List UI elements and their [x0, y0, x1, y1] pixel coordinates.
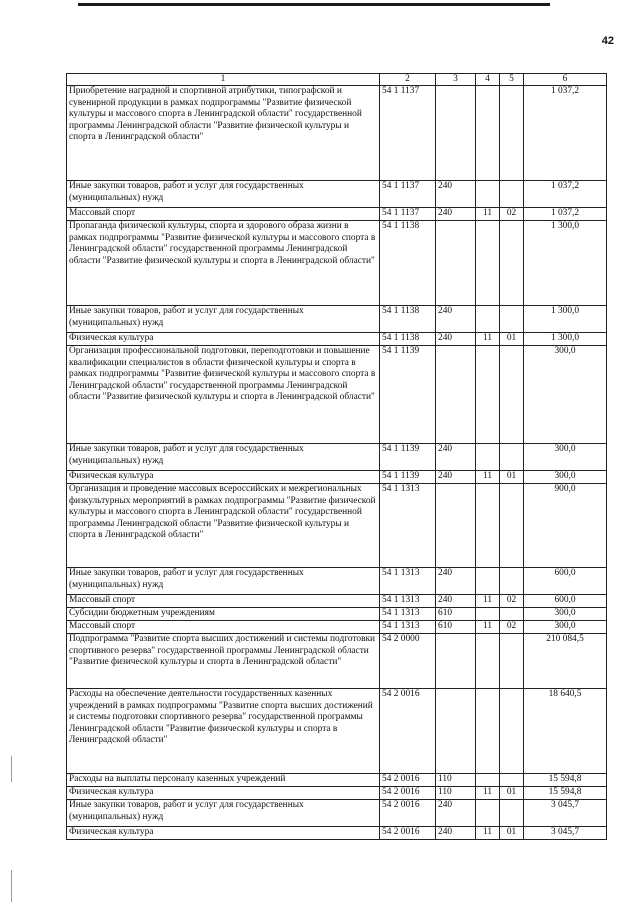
row-name: Иные закупки товаров, работ и услуг для государственных (муниципальных) нужд — [67, 306, 380, 333]
table-row — [67, 595, 607, 608]
row-section — [476, 774, 500, 787]
row-expense-type — [436, 346, 476, 444]
row-subsection — [500, 86, 524, 181]
table-row — [67, 221, 607, 306]
table-row — [67, 689, 607, 774]
page-number: 42 — [601, 35, 614, 47]
row-target-code: 54 1 1313 — [380, 608, 436, 621]
table-row — [67, 787, 607, 800]
table-row — [67, 181, 607, 208]
row-subsection — [500, 221, 524, 306]
row-section — [476, 568, 500, 595]
row-expense-type: 240 — [436, 181, 476, 208]
row-subsection: 02 — [500, 595, 524, 608]
row-section: 11 — [476, 827, 500, 840]
row-target-code: 54 1 1313 — [380, 484, 436, 568]
table-row — [67, 346, 607, 444]
row-expense-type: 240 — [436, 333, 476, 346]
row-name: Иные закупки товаров, работ и услуг для государственных (муниципальных) нужд — [67, 800, 380, 827]
row-name: Массовый спорт — [67, 595, 380, 608]
row-expense-type: 610 — [436, 608, 476, 621]
row-target-code: 54 1 1137 — [380, 208, 436, 221]
scan-artifact-line — [11, 756, 12, 782]
row-expense-type — [436, 689, 476, 774]
table-row — [67, 827, 607, 840]
row-name: Массовый спорт — [67, 208, 380, 221]
row-name: Иные закупки товаров, работ и услуг для государственных (муниципальных) нужд — [67, 568, 380, 595]
header-cell-4: 4 — [476, 74, 500, 86]
row-section — [476, 221, 500, 306]
row-section: 11 — [476, 621, 500, 634]
row-section: 11 — [476, 471, 500, 484]
row-subsection — [500, 800, 524, 827]
row-amount: 210 084,5 — [524, 634, 607, 689]
row-section — [476, 608, 500, 621]
row-name: Иные закупки товаров, работ и услуг для государственных (муниципальных) нужд — [67, 181, 380, 208]
row-name: Подпрограмма "Развитие спорта высших достижений и системы подготовки спортивного резерва" государственной программы Ленинградской области "Развитие физической культуры и спорта в Ленинградской области" — [67, 634, 380, 689]
row-name: Приобретение наградной и спортивной атрибутики, типографской и сувенирной продукции в рамках подпрограммы "Развитие физической культуры и массового спорта в Ленинградской области" государственной программы Ленинградской области "Развитие физической культуры и спорта в Ленинградской области" — [67, 86, 380, 181]
row-expense-type: 110 — [436, 774, 476, 787]
row-target-code: 54 1 1137 — [380, 86, 436, 181]
row-section — [476, 346, 500, 444]
top-rule — [78, 3, 550, 6]
row-target-code: 54 1 1137 — [380, 181, 436, 208]
header-cell-5: 5 — [500, 74, 524, 86]
row-amount: 3 045,7 — [524, 800, 607, 827]
table-row — [67, 484, 607, 568]
row-amount: 18 640,5 — [524, 689, 607, 774]
row-target-code: 54 1 1313 — [380, 595, 436, 608]
row-expense-type — [436, 634, 476, 689]
row-target-code: 54 1 1138 — [380, 333, 436, 346]
row-expense-type: 240 — [436, 471, 476, 484]
table-row — [67, 306, 607, 333]
table-row — [67, 800, 607, 827]
row-subsection — [500, 689, 524, 774]
row-name: Массовый спорт — [67, 621, 380, 634]
header-row — [67, 74, 607, 86]
row-name: Физическая культура — [67, 471, 380, 484]
row-expense-type: 240 — [436, 208, 476, 221]
row-amount: 1 300,0 — [524, 221, 607, 306]
scan-artifact-line — [11, 870, 12, 902]
row-amount: 300,0 — [524, 471, 607, 484]
row-subsection — [500, 306, 524, 333]
row-expense-type: 240 — [436, 827, 476, 840]
table-row — [67, 568, 607, 595]
row-amount: 15 594,8 — [524, 787, 607, 800]
row-amount: 3 045,7 — [524, 827, 607, 840]
row-section — [476, 444, 500, 471]
row-subsection — [500, 634, 524, 689]
row-amount: 1 300,0 — [524, 306, 607, 333]
row-expense-type: 240 — [436, 595, 476, 608]
row-target-code: 54 1 1313 — [380, 568, 436, 595]
row-subsection: 02 — [500, 621, 524, 634]
row-target-code: 54 1 1139 — [380, 346, 436, 444]
row-name: Организация профессиональной подготовки, переподготовки и повышение квалификации специалистов в области физической культуры и спорта в рамках подпрограммы "Развитие физической культуры и массового спорта в Ленинградской области" государственной программы Ленинградской области "Развитие физической культуры и спорта в Ленинградской области" — [67, 346, 380, 444]
row-subsection: 01 — [500, 827, 524, 840]
row-section: 11 — [476, 787, 500, 800]
table-row — [67, 608, 607, 621]
row-section — [476, 306, 500, 333]
row-target-code: 54 2 0016 — [380, 800, 436, 827]
row-amount: 300,0 — [524, 621, 607, 634]
header-cell-3: 3 — [436, 74, 476, 86]
row-expense-type: 240 — [436, 568, 476, 595]
row-name: Иные закупки товаров, работ и услуг для государственных (муниципальных) нужд — [67, 444, 380, 471]
row-amount: 900,0 — [524, 484, 607, 568]
row-target-code: 54 2 0016 — [380, 774, 436, 787]
row-name: Физическая культура — [67, 333, 380, 346]
row-target-code: 54 2 0016 — [380, 827, 436, 840]
row-target-code: 54 1 1139 — [380, 444, 436, 471]
row-subsection — [500, 484, 524, 568]
row-subsection: 01 — [500, 471, 524, 484]
row-subsection — [500, 444, 524, 471]
row-section — [476, 689, 500, 774]
row-subsection: 01 — [500, 333, 524, 346]
row-subsection — [500, 774, 524, 787]
table-row — [67, 208, 607, 221]
row-amount: 15 594,8 — [524, 774, 607, 787]
row-name: Физическая культура — [67, 787, 380, 800]
row-section — [476, 181, 500, 208]
row-expense-type — [436, 221, 476, 306]
row-amount: 1 037,2 — [524, 86, 607, 181]
table-row — [67, 471, 607, 484]
row-amount: 600,0 — [524, 595, 607, 608]
row-expense-type: 110 — [436, 787, 476, 800]
row-subsection: 02 — [500, 208, 524, 221]
row-target-code: 54 2 0016 — [380, 787, 436, 800]
row-subsection — [500, 181, 524, 208]
row-subsection — [500, 568, 524, 595]
row-amount: 600,0 — [524, 568, 607, 595]
table-row — [67, 444, 607, 471]
row-amount: 1 037,2 — [524, 181, 607, 208]
row-section — [476, 86, 500, 181]
row-subsection — [500, 346, 524, 444]
row-target-code: 54 2 0016 — [380, 689, 436, 774]
row-name: Расходы на выплаты персоналу казенных учреждений — [67, 774, 380, 787]
header-cell-6: 6 — [524, 74, 607, 86]
row-subsection — [500, 608, 524, 621]
row-name: Субсидии бюджетным учреждениям — [67, 608, 380, 621]
row-section: 11 — [476, 208, 500, 221]
row-amount: 300,0 — [524, 444, 607, 471]
row-amount: 1 037,2 — [524, 208, 607, 221]
table-row — [67, 774, 607, 787]
row-expense-type — [436, 86, 476, 181]
row-section — [476, 634, 500, 689]
row-name: Расходы на обеспечение деятельности государственных казенных учреждений в рамках подпрограммы "Развитие спорта высших достижений и системы подготовки спортивного резерва" государственной программы Ленинградской области "Развитие физической культуры и спорта в Ленинградской области" — [67, 689, 380, 774]
row-amount: 300,0 — [524, 608, 607, 621]
header-cell-2: 2 — [380, 74, 436, 86]
row-expense-type: 240 — [436, 306, 476, 333]
table-row — [67, 634, 607, 689]
row-section — [476, 800, 500, 827]
row-expense-type — [436, 484, 476, 568]
row-target-code: 54 1 1138 — [380, 221, 436, 306]
table-row — [67, 621, 607, 634]
row-section — [476, 484, 500, 568]
row-expense-type: 240 — [436, 444, 476, 471]
row-amount: 1 300,0 — [524, 333, 607, 346]
row-name: Пропаганда физической культуры, спорта и здорового образа жизни в рамках подпрограммы "Развитие физической культуры и массового спорта в Ленинградской области" государственной программы Ленинградской области "Развитие физической культуры и спорта в Ленинградской области" — [67, 221, 380, 306]
row-target-code: 54 1 1313 — [380, 621, 436, 634]
row-expense-type: 610 — [436, 621, 476, 634]
header-cell-1: 1 — [67, 74, 380, 86]
table-row — [67, 333, 607, 346]
row-target-code: 54 1 1138 — [380, 306, 436, 333]
row-amount: 300,0 — [524, 346, 607, 444]
row-section: 11 — [476, 333, 500, 346]
row-target-code: 54 1 1139 — [380, 471, 436, 484]
row-target-code: 54 2 0000 — [380, 634, 436, 689]
row-name: Организация и проведение массовых всероссийских и межрегиональных физкультурных мероприятий в рамках подпрограммы "Развитие физической культуры и массового спорта в Ленинградской области" государственной программы Ленинградской области "Развитие физической культуры и спорта в Ленинградской области" — [67, 484, 380, 568]
budget-table — [66, 73, 607, 840]
row-name: Физическая культура — [67, 827, 380, 840]
row-section: 11 — [476, 595, 500, 608]
row-subsection: 01 — [500, 787, 524, 800]
table-row — [67, 86, 607, 181]
row-expense-type: 240 — [436, 800, 476, 827]
